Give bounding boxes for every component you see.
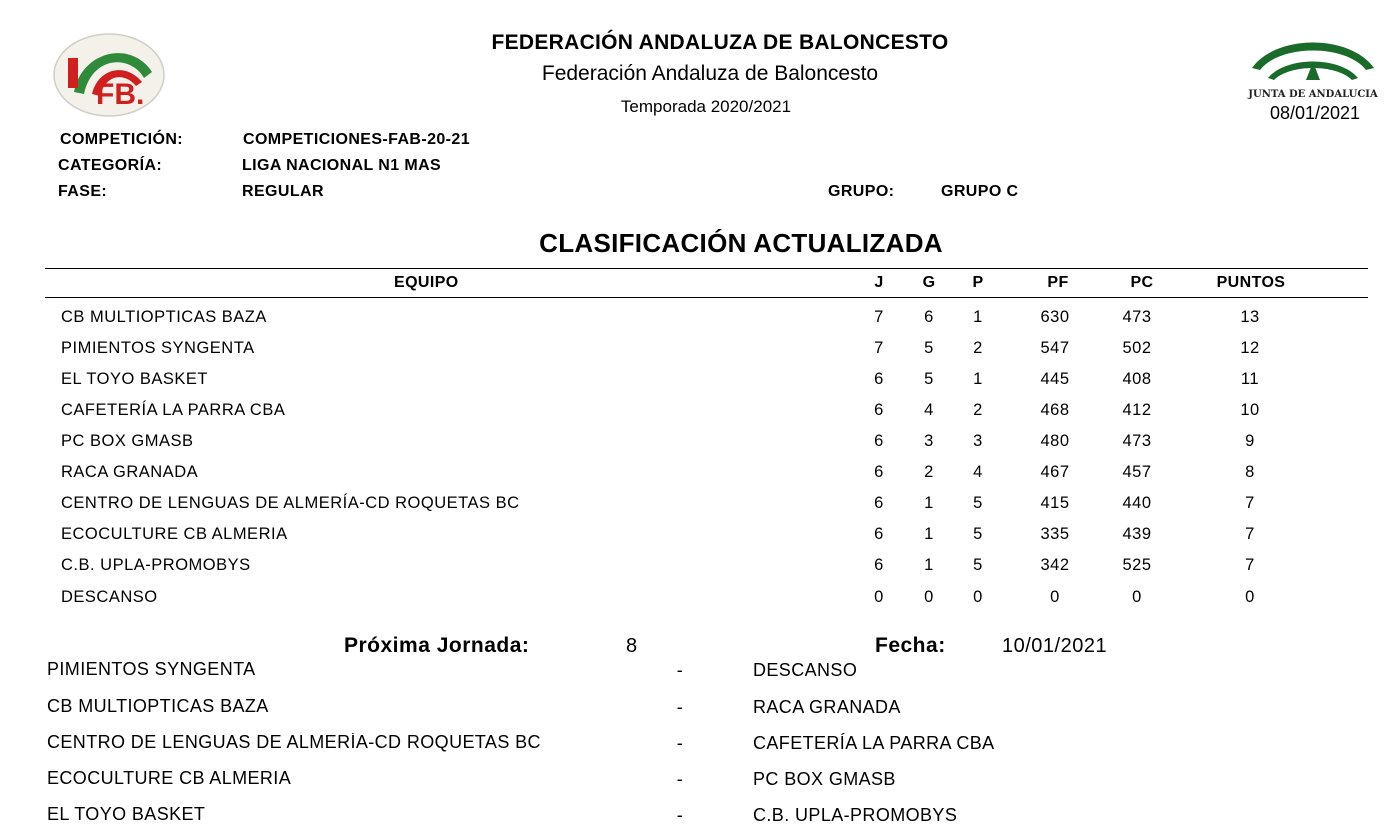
standing-points: 11 [1240, 370, 1260, 388]
team-name: CAFETERÍA LA PARRA CBA [61, 401, 286, 419]
fixture-home-team: PIMIENTOS SYNGENTA [47, 660, 256, 679]
games-played: 6 [874, 401, 884, 419]
standing-points: 12 [1240, 339, 1260, 357]
table-header-rule [45, 297, 1368, 298]
standing-points: 7 [1245, 556, 1255, 574]
fixture-separator: - [676, 769, 684, 789]
points-for: 342 [1040, 556, 1070, 574]
table-row [0, 432, 1400, 463]
fixture-away-team: DESCANSO [753, 660, 858, 680]
games-played: 7 [874, 339, 884, 357]
table-row [0, 370, 1400, 401]
fixture-separator: - [676, 733, 684, 753]
col-p: P [972, 274, 984, 291]
games-played: 6 [874, 432, 884, 450]
fixture-home-team: EL TOYO BASKET [47, 805, 206, 824]
points-for: 467 [1040, 463, 1070, 481]
federation-subtitle: Federación Andaluza de Baloncesto [541, 62, 879, 85]
fixture-row [0, 697, 1400, 733]
games-won: 2 [924, 463, 934, 481]
points-against: 502 [1122, 339, 1152, 357]
games-played: 0 [874, 588, 884, 606]
games-lost: 0 [973, 588, 983, 606]
team-name: DESCANSO [61, 588, 158, 606]
points-for: 547 [1040, 339, 1070, 357]
competicion-label: COMPETICIÓN: [60, 131, 184, 148]
points-against: 525 [1122, 556, 1152, 574]
games-won: 1 [924, 556, 934, 574]
points-against: 473 [1122, 308, 1152, 326]
games-lost: 1 [973, 308, 983, 326]
fixture-away-team: PC BOX GMASB [753, 769, 896, 789]
fase-value: REGULAR [242, 183, 324, 200]
team-name: EL TOYO BASKET [61, 370, 209, 388]
standing-points: 13 [1240, 308, 1260, 326]
fixture-away-team: CAFETERÍA LA PARRA CBA [753, 733, 995, 753]
games-played: 7 [874, 308, 884, 326]
col-puntos: PUNTOS [1216, 274, 1286, 291]
fase-label: FASE: [58, 183, 108, 200]
season-label: Temporada 2020/2021 [620, 97, 792, 116]
grupo-value: GRUPO C [941, 183, 1019, 200]
games-won: 5 [924, 370, 934, 388]
points-against: 439 [1122, 525, 1152, 543]
federation-title: FEDERACIÓN ANDALUZA DE BALONCESTO [491, 31, 949, 54]
games-lost: 2 [973, 339, 983, 357]
fecha-label: Fecha: [875, 634, 946, 657]
categoria-value: LIGA NACIONAL N1 MAS [242, 157, 442, 174]
standing-points: 0 [1245, 588, 1255, 606]
games-won: 6 [924, 308, 934, 326]
team-name: PC BOX GMASB [61, 432, 194, 450]
points-for: 445 [1040, 370, 1070, 388]
competicion-value: COMPETICIONES-FAB-20-21 [243, 131, 471, 148]
games-lost: 4 [973, 463, 983, 481]
fixture-away-team: C.B. UPLA-PROMOBYS [753, 805, 958, 825]
games-won: 4 [924, 401, 934, 419]
fixture-row [0, 733, 1400, 769]
team-name: C.B. UPLA-PROMOBYS [61, 556, 251, 574]
table-row [0, 308, 1400, 339]
col-pf: PF [1047, 274, 1069, 291]
games-lost: 5 [973, 556, 983, 574]
points-against: 408 [1122, 370, 1152, 388]
team-name: CB MULTIOPTICAS BAZA [61, 308, 267, 326]
standing-points: 10 [1240, 401, 1260, 419]
standings-title: CLASIFICACIÓN ACTUALIZADA [539, 228, 943, 258]
games-lost: 3 [973, 432, 983, 450]
games-played: 6 [874, 370, 884, 388]
standing-points: 7 [1245, 494, 1255, 512]
col-equipo: EQUIPO [394, 274, 459, 291]
points-for: 0 [1050, 588, 1060, 606]
table-row [0, 494, 1400, 525]
next-round-label: Próxima Jornada: [344, 634, 530, 657]
games-played: 6 [874, 556, 884, 574]
grupo-label: GRUPO: [828, 183, 895, 200]
games-won: 5 [924, 339, 934, 357]
standing-points: 8 [1245, 463, 1255, 481]
fab-logo-text: FB. [96, 78, 145, 111]
table-row [0, 401, 1400, 432]
games-lost: 5 [973, 494, 983, 512]
fixture-away-team: RACA GRANADA [753, 697, 901, 717]
table-row [0, 588, 1400, 619]
points-for: 630 [1040, 308, 1070, 326]
games-played: 6 [874, 494, 884, 512]
games-won: 0 [924, 588, 934, 606]
games-lost: 5 [973, 525, 983, 543]
fixture-row [0, 660, 1400, 696]
team-name: CENTRO DE LENGUAS DE ALMERÍA-CD ROQUETAS BC [61, 494, 520, 512]
games-played: 6 [874, 463, 884, 481]
points-against: 440 [1122, 494, 1152, 512]
col-pc: PC [1130, 274, 1154, 291]
col-j: J [874, 274, 884, 291]
col-g: G [922, 274, 936, 291]
games-played: 6 [874, 525, 884, 543]
fixture-home-team: CENTRO DE LENGUAS DE ALMERÍA-CD ROQUETAS BC [47, 733, 541, 752]
fixture-separator: - [676, 805, 684, 825]
points-for: 480 [1040, 432, 1070, 450]
fixture-home-team: CB MULTIOPTICAS BAZA [47, 697, 269, 716]
games-won: 1 [924, 525, 934, 543]
team-name: PIMIENTOS SYNGENTA [61, 339, 255, 357]
report-date: 08/01/2021 [1269, 103, 1361, 123]
table-row [0, 556, 1400, 587]
fixture-row [0, 805, 1400, 836]
points-for: 468 [1040, 401, 1070, 419]
team-name: ECOCULTURE CB ALMERIA [61, 525, 288, 543]
next-round-number: 8 [626, 635, 638, 657]
fixture-separator: - [676, 697, 684, 717]
points-against: 473 [1122, 432, 1152, 450]
table-row [0, 525, 1400, 556]
points-against: 457 [1122, 463, 1152, 481]
points-against: 0 [1132, 588, 1142, 606]
games-won: 3 [924, 432, 934, 450]
categoria-label: CATEGORÍA: [58, 157, 163, 174]
games-won: 1 [924, 494, 934, 512]
fixture-home-team: ECOCULTURE CB ALMERIA [47, 769, 292, 788]
junta-logo-text: JUNTA DE ANDALUCIA [1248, 89, 1378, 100]
games-lost: 1 [973, 370, 983, 388]
fecha-value: 10/01/2021 [1002, 635, 1108, 657]
fixture-row [0, 769, 1400, 805]
points-for: 415 [1040, 494, 1070, 512]
games-lost: 2 [973, 401, 983, 419]
table-row [0, 463, 1400, 494]
team-name: RACA GRANADA [61, 463, 199, 481]
fixture-separator: - [676, 660, 684, 680]
standing-points: 7 [1245, 525, 1255, 543]
standing-points: 9 [1245, 432, 1255, 450]
points-against: 412 [1122, 401, 1152, 419]
table-top-rule [45, 268, 1368, 269]
points-for: 335 [1040, 525, 1070, 543]
table-row [0, 339, 1400, 370]
